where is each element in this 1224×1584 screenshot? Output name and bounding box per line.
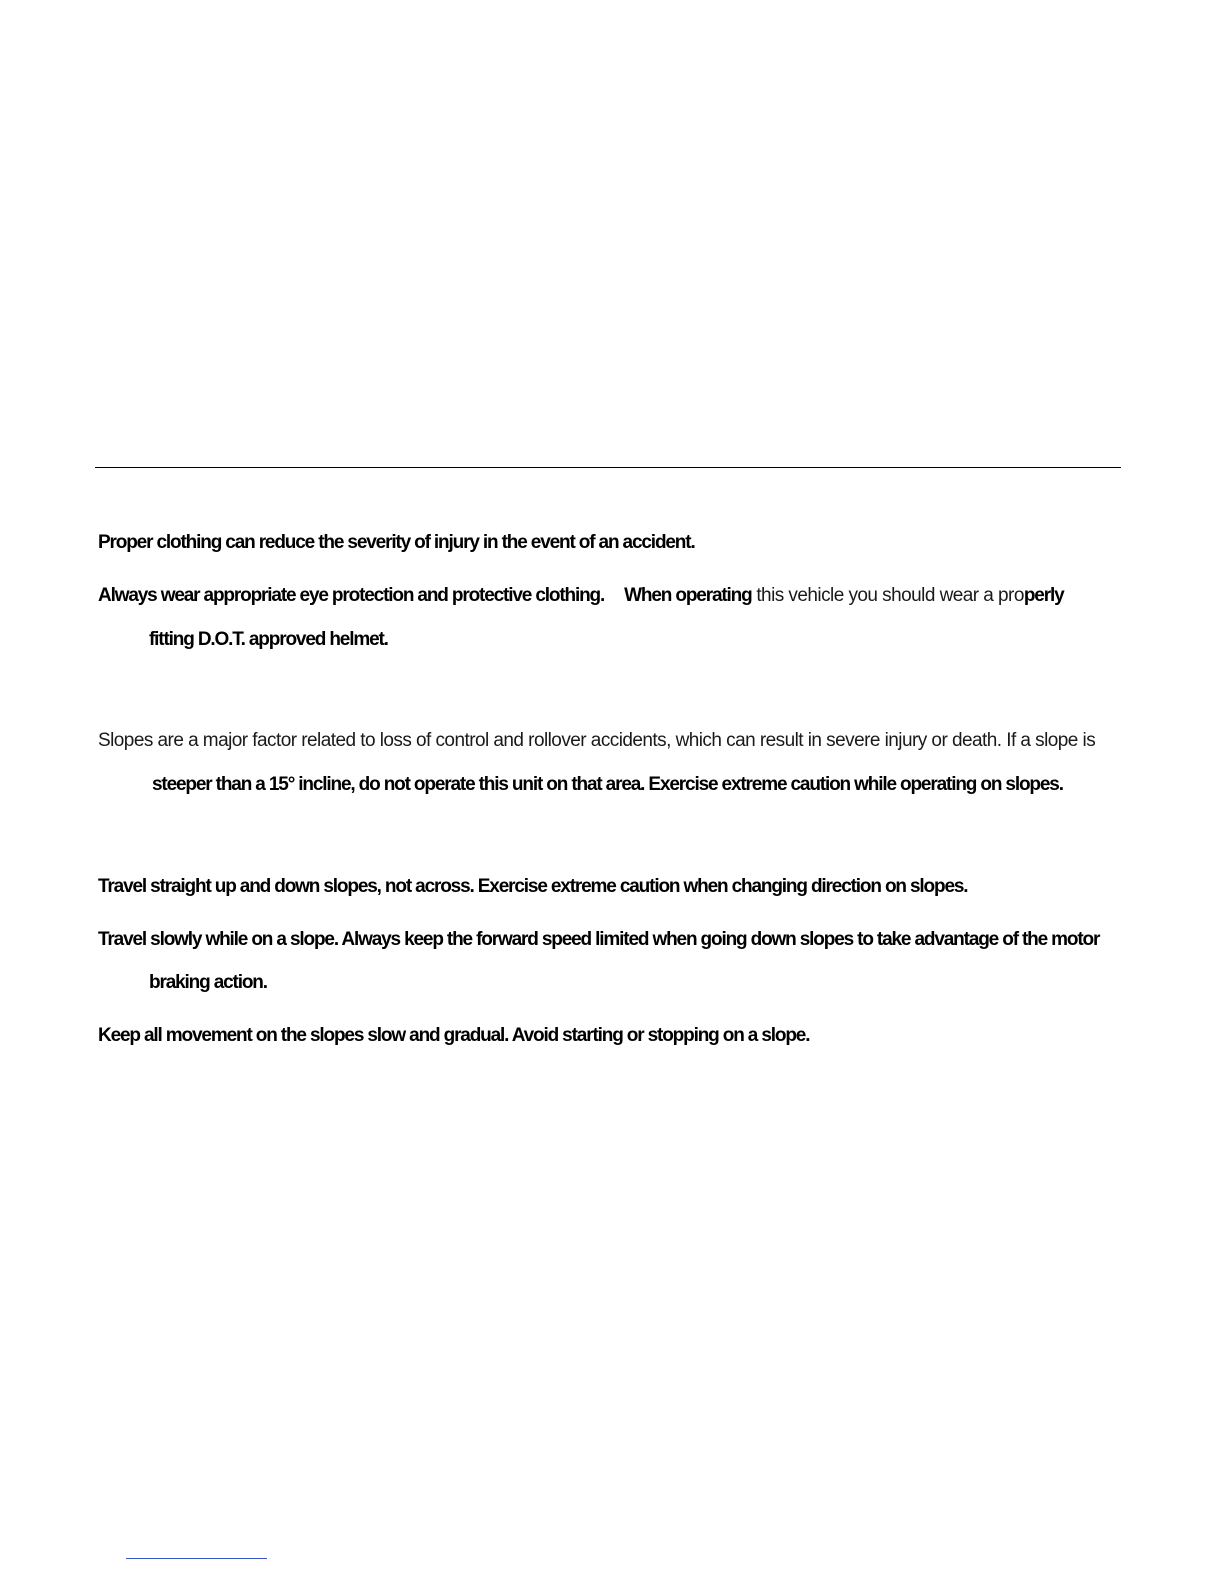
- clothing-paragraph-line-3: fitting D.O.T. approved helmet.: [149, 629, 388, 650]
- slopes-warning-line-2: steeper than a 15° incline, do not operate this unit on that area. Exercise extreme caution while operating on slopes.: [152, 774, 1063, 795]
- when-operating-text: When operating: [624, 585, 752, 606]
- properly-text: perly: [1023, 585, 1064, 606]
- slopes-warning-line-1: Slopes are a major factor related to loss of control and rollover accidents, which can result in severe injury or death. If a slope is: [98, 730, 1096, 751]
- travel-instruction-line-3: braking action.: [149, 972, 267, 993]
- travel-instruction-line-2: Travel slowly while on a slope. Always keep the forward speed limited when going down slopes to take advantage of the motor: [98, 929, 1100, 950]
- footnote-underline: [126, 1558, 267, 1559]
- clothing-paragraph-line-1: Proper clothing can reduce the severity of injury in the event of an accident.: [98, 532, 695, 553]
- clothing-paragraph-line-2: [98, 584, 1064, 608]
- travel-instruction-line-4: Keep all movement on the slopes slow and gradual. Avoid starting or stopping on a slope.: [98, 1025, 810, 1046]
- eye-protection-text: Always wear appropriate eye protection and protective clothing.: [98, 585, 605, 606]
- helmet-requirement-text: this vehicle you should wear a pro: [751, 585, 1024, 606]
- travel-instruction-line-1: Travel straight up and down slopes, not across. Exercise extreme caution when changing direction on slopes.: [98, 876, 968, 897]
- section-divider: [95, 467, 1121, 468]
